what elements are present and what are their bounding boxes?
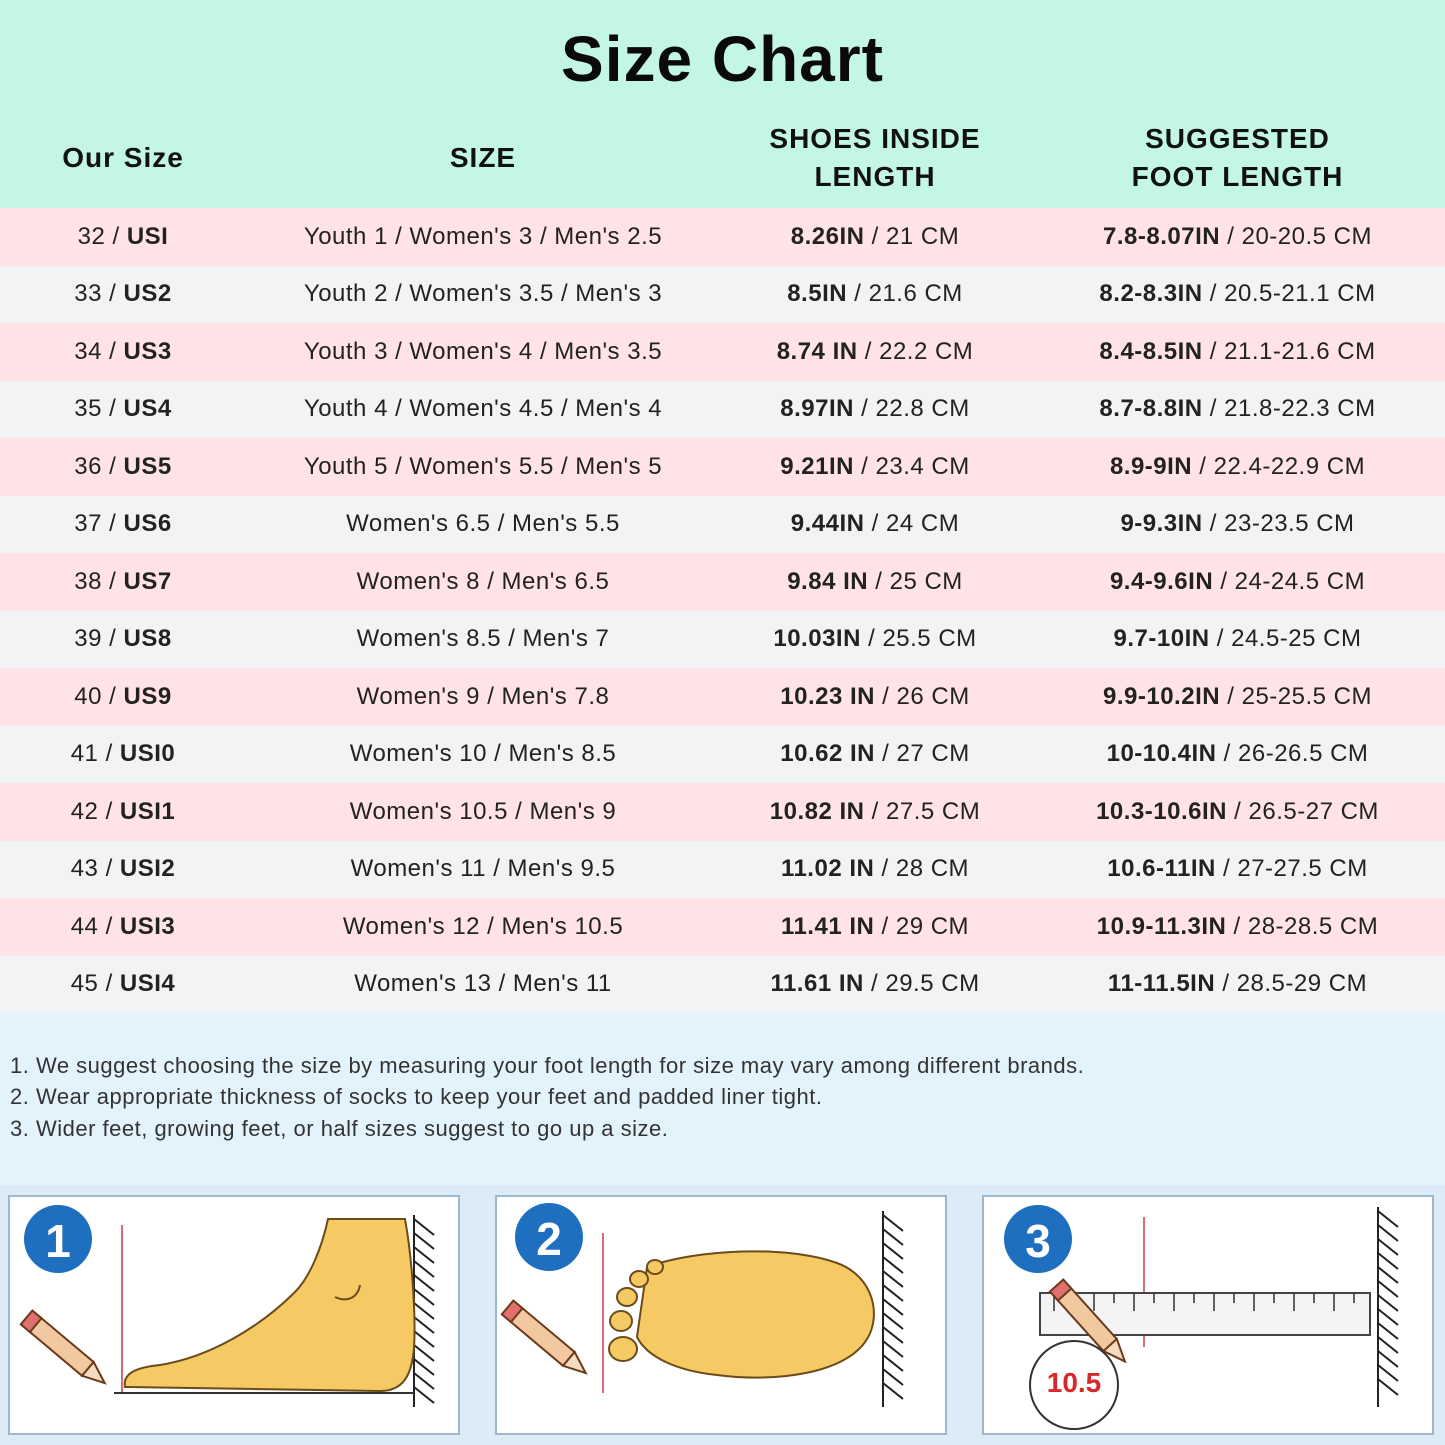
foot-length-cell: 10-10.4IN / 26-26.5 CM: [1106, 740, 1369, 768]
foot-length-cell: 9.9-10.2IN / 25-25.5 CM: [1103, 682, 1372, 710]
inside-length-cm: 29.5 CM: [885, 970, 980, 998]
our-size-cell: 38 / US7: [74, 567, 172, 595]
inside-length-in: 11.61 IN: [770, 970, 864, 998]
inside-length-cm: 25 CM: [889, 567, 963, 595]
column-header-foot-length-line2: FOOT LENGTH: [1131, 161, 1344, 192]
column-header-our-size: Our Size: [62, 142, 184, 173]
inside-length-cm: 28 CM: [895, 855, 970, 883]
inside-length-cell: 11.02 IN / 28 CM: [780, 855, 970, 883]
size-cell: Women's 10 / Men's 8.5: [349, 740, 617, 768]
foot-length-cm: 21.1-21.6 CM: [1224, 337, 1376, 365]
inside-length-cm: 26 CM: [896, 682, 970, 710]
our-size-cell: 43 / USI2: [70, 855, 176, 883]
size-cell: Women's 12 / Men's 10.5: [342, 912, 624, 940]
table-row: [0, 841, 1445, 899]
foot-length-cm: 26.5-27 CM: [1248, 797, 1379, 825]
foot-length-cm: 26-26.5 CM: [1238, 740, 1369, 768]
step-1-panel: [8, 1195, 460, 1435]
foot-length-in: 9.9-10.2IN: [1103, 682, 1221, 710]
column-header-foot-length: [1030, 112, 1445, 204]
us-size: US3: [123, 337, 172, 365]
step-3-reading: 10.5: [1046, 1367, 1102, 1398]
foot-length-in: 10.6-11IN: [1107, 855, 1216, 883]
note-2: 2. Wear appropriate thickness of socks to keep your feet and padded liner tight.: [10, 1084, 823, 1109]
foot-length-cell: 11-11.5IN / 28.5-29 CM: [1107, 970, 1368, 998]
our-size-cell: 45 / USI4: [70, 970, 176, 998]
table-row: [0, 208, 1445, 266]
eu-size: 36: [74, 452, 102, 480]
eu-size: 45: [70, 970, 99, 998]
foot-length-cell: 9.4-9.6IN / 24-24.5 CM: [1109, 567, 1366, 595]
step-1-number: 1: [45, 1215, 71, 1267]
size-cell: Women's 11 / Men's 9.5: [350, 855, 616, 883]
foot-length-in: 9-9.3IN: [1120, 510, 1203, 538]
inside-length-in: 10.23 IN: [780, 682, 876, 710]
table-row: [0, 323, 1445, 381]
table-row: [0, 956, 1445, 1014]
foot-length-cell: 10.9-11.3IN / 28-28.5 CM: [1096, 912, 1379, 940]
our-size-cell: 33 / US2: [74, 280, 172, 308]
us-size: US7: [123, 567, 172, 595]
size-cell: Women's 9 / Men's 7.8: [356, 682, 610, 710]
foot-length-cm: 20-20.5 CM: [1241, 222, 1372, 250]
eu-size: 33: [74, 280, 102, 308]
inside-length-cm: 22.8 CM: [875, 395, 970, 423]
foot-length-cell: 10.3-10.6IN / 26.5-27 CM: [1096, 797, 1379, 825]
our-size-cell: 41 / USI0: [70, 740, 176, 768]
table-row: [0, 553, 1445, 611]
inside-length-cm: 24 CM: [886, 510, 960, 538]
us-size: USI0: [119, 740, 176, 768]
size-cell: Youth 3 / Women's 4 / Men's 3.5: [303, 337, 663, 365]
foot-length-in: 8.4-8.5IN: [1099, 337, 1203, 365]
us-size: US5: [123, 452, 172, 480]
inside-length-cell: 11.61 IN / 29.5 CM: [770, 970, 980, 998]
inside-length-in: 9.84 IN: [787, 567, 869, 595]
foot-length-cm: 28.5-29 CM: [1236, 970, 1368, 998]
size-cell: Youth 5 / Women's 5.5 / Men's 5: [303, 452, 663, 480]
table-row: [0, 783, 1445, 841]
size-cell: Youth 1 / Women's 3 / Men's 2.5: [303, 222, 663, 250]
foot-length-cm: 21.8-22.3 CM: [1224, 395, 1376, 423]
our-size-cell: 36 / US5: [74, 452, 172, 480]
table-row: [0, 496, 1445, 554]
foot-length-cell: 8.2-8.3IN / 20.5-21.1 CM: [1099, 280, 1376, 308]
inside-length-in: 9.44IN: [790, 510, 865, 538]
inside-length-in: 9.21IN: [780, 452, 854, 480]
step-3-number: 3: [1025, 1215, 1051, 1267]
eu-size: 40: [74, 682, 102, 710]
size-cell: Women's 10.5 / Men's 9: [349, 797, 617, 825]
inside-length-cell: 8.97IN / 22.8 CM: [780, 395, 970, 423]
our-size-cell: 42 / USI1: [70, 797, 176, 825]
foot-length-in: 7.8-8.07IN: [1103, 222, 1221, 250]
step-2-panel: [495, 1195, 947, 1435]
eu-size: 43: [70, 855, 99, 883]
inside-length-cm: 21.6 CM: [868, 280, 963, 308]
size-cell: Women's 13 / Men's 11: [354, 970, 612, 998]
eu-size: 32: [77, 222, 106, 250]
note-3: 3. Wider feet, growing feet, or half sizes suggest to go up a size.: [10, 1116, 669, 1141]
eu-size: 42: [70, 797, 99, 825]
foot-length-in: 10.9-11.3IN: [1096, 912, 1227, 940]
inside-length-in: 8.97IN: [780, 395, 854, 423]
us-size: USI3: [119, 912, 176, 940]
eu-size: 34: [74, 337, 102, 365]
inside-length-in: 8.26IN: [790, 222, 865, 250]
inside-length-in: 11.41 IN: [780, 912, 875, 940]
inside-length-cm: 21 CM: [886, 222, 960, 250]
inside-length-in: 10.82 IN: [769, 797, 865, 825]
header-band: [0, 0, 1445, 208]
eu-size: 38: [74, 567, 102, 595]
eu-size: 37: [74, 510, 102, 538]
foot-length-cm: 24.5-25 CM: [1231, 625, 1362, 653]
step-3-panel: [982, 1195, 1434, 1435]
foot-length-cell: 8.9-9IN / 22.4-22.9 CM: [1109, 452, 1366, 480]
us-size: US6: [123, 510, 172, 538]
our-size-cell: 37 / US6: [74, 510, 172, 538]
column-header-inside-length: [720, 112, 1030, 204]
foot-length-cell: 7.8-8.07IN / 20-20.5 CM: [1103, 222, 1372, 250]
inside-length-cell: 9.84 IN / 25 CM: [787, 567, 963, 595]
foot-length-in: 10-10.4IN: [1106, 740, 1217, 768]
column-header-inside-length-line1: SHOES INSIDE: [769, 123, 981, 154]
our-size-cell: 32 / USI: [77, 222, 169, 250]
inside-length-cm: 27.5 CM: [886, 797, 981, 825]
us-size: US9: [123, 682, 172, 710]
us-size: US2: [123, 280, 172, 308]
inside-length-cell: 10.62 IN / 27 CM: [780, 740, 970, 768]
size-cell: Women's 6.5 / Men's 5.5: [346, 510, 620, 538]
inside-length-in: 11.02 IN: [780, 855, 875, 883]
eu-size: 39: [74, 625, 102, 653]
foot-length-in: 9.7-10IN: [1113, 625, 1210, 653]
column-header-size: SIZE: [449, 142, 517, 173]
foot-length-cell: 8.4-8.5IN / 21.1-21.6 CM: [1099, 337, 1376, 365]
foot-length-cm: 20.5-21.1 CM: [1224, 280, 1376, 308]
inside-length-cm: 23.4 CM: [875, 452, 970, 480]
our-size-cell: 39 / US8: [74, 625, 172, 653]
size-cell: Women's 8.5 / Men's 7: [356, 625, 610, 653]
size-cell: Youth 4 / Women's 4.5 / Men's 4: [303, 395, 663, 423]
foot-length-cm: 27-27.5 CM: [1237, 855, 1368, 883]
size-cell: Women's 8 / Men's 6.5: [356, 567, 610, 595]
foot-length-cell: 9.7-10IN / 24.5-25 CM: [1113, 625, 1362, 653]
us-size: USI1: [119, 797, 176, 825]
inside-length-in: 10.03IN: [773, 625, 861, 653]
note-1: 1. We suggest choosing the size by measuring your foot length for size may vary among different brands.: [10, 1053, 1085, 1078]
inside-length-cell: 10.82 IN / 27.5 CM: [769, 797, 981, 825]
inside-length-in: 8.5IN: [787, 280, 848, 308]
table-row: [0, 898, 1445, 956]
us-size: USI4: [119, 970, 176, 998]
inside-length-cell: 8.74 IN / 22.2 CM: [776, 337, 974, 365]
inside-length-in: 8.74 IN: [776, 337, 858, 365]
our-size-cell: 40 / US9: [74, 682, 172, 710]
inside-length-cell: 8.26IN / 21 CM: [790, 222, 960, 250]
inside-length-cell: 9.21IN / 23.4 CM: [780, 452, 970, 480]
table-row: [0, 266, 1445, 324]
foot-length-cm: 23-23.5 CM: [1224, 510, 1355, 538]
inside-length-cell: 11.41 IN / 29 CM: [780, 912, 970, 940]
table-row: [0, 726, 1445, 784]
us-size: USI2: [119, 855, 176, 883]
table-row: [0, 381, 1445, 439]
eu-size: 35: [74, 395, 102, 423]
us-size: USI: [126, 222, 169, 250]
foot-length-cell: 8.7-8.8IN / 21.8-22.3 CM: [1099, 395, 1376, 423]
foot-length-cm: 24-24.5 CM: [1234, 567, 1366, 595]
foot-length-in: 10.3-10.6IN: [1096, 797, 1227, 825]
foot-length-in: 11-11.5IN: [1107, 970, 1216, 998]
inside-length-cm: 29 CM: [895, 912, 970, 940]
inside-length-cell: 8.5IN / 21.6 CM: [787, 280, 963, 308]
our-size-cell: 34 / US3: [74, 337, 172, 365]
inside-length-cell: 10.03IN / 25.5 CM: [773, 625, 977, 653]
our-size-cell: 44 / USI3: [70, 912, 176, 940]
inside-length-in: 10.62 IN: [780, 740, 876, 768]
foot-length-cm: 25-25.5 CM: [1241, 682, 1372, 710]
eu-size: 44: [70, 912, 99, 940]
foot-length-in: 9.4-9.6IN: [1109, 567, 1214, 595]
step-2-number: 2: [536, 1213, 562, 1265]
notes-section: [0, 1013, 1445, 1185]
us-size: US8: [123, 625, 172, 653]
page-title: Size Chart: [561, 23, 884, 95]
foot-length-cell: 10.6-11IN / 27-27.5 CM: [1107, 855, 1368, 883]
column-header-inside-length-line2: LENGTH: [814, 161, 936, 192]
inside-length-cm: 25.5 CM: [882, 625, 977, 653]
table-row: [0, 668, 1445, 726]
size-cell: Youth 2 / Women's 3.5 / Men's 3: [303, 280, 663, 308]
eu-size: 41: [70, 740, 99, 768]
inside-length-cm: 22.2 CM: [879, 337, 974, 365]
inside-length-cm: 27 CM: [896, 740, 970, 768]
foot-length-in: 8.7-8.8IN: [1099, 395, 1203, 423]
foot-length-cm: 28-28.5 CM: [1247, 912, 1379, 940]
inside-length-cell: 10.23 IN / 26 CM: [780, 682, 970, 710]
table-row: [0, 438, 1445, 496]
table-row: [0, 611, 1445, 669]
foot-length-in: 8.9-9IN: [1109, 452, 1193, 480]
inside-length-cell: 9.44IN / 24 CM: [790, 510, 960, 538]
size-table: [0, 208, 1445, 1013]
column-header-foot-length-line1: SUGGESTED: [1145, 123, 1330, 154]
our-size-cell: 35 / US4: [74, 395, 172, 423]
foot-length-cell: 9-9.3IN / 23-23.5 CM: [1120, 510, 1355, 538]
us-size: US4: [123, 395, 172, 423]
foot-length-cm: 22.4-22.9 CM: [1213, 452, 1366, 480]
foot-length-in: 8.2-8.3IN: [1099, 280, 1203, 308]
